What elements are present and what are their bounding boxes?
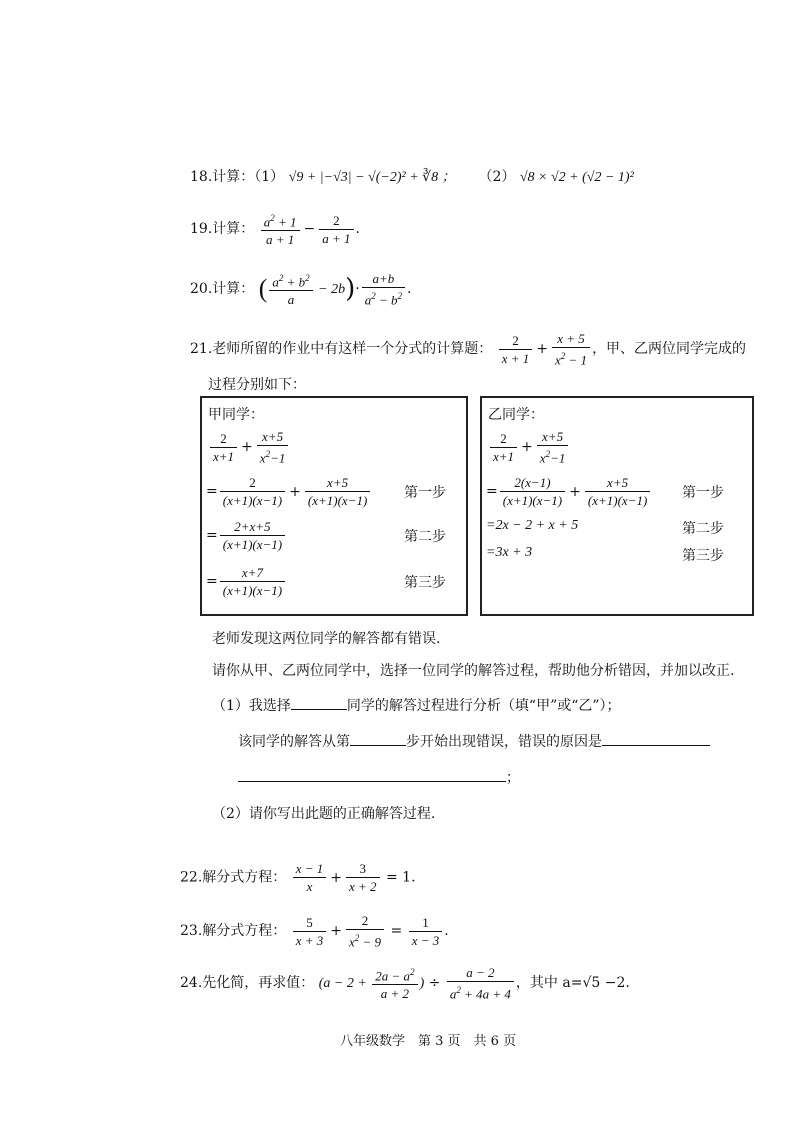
jia-line-2: = $\frac{2+x+5}{(x+1)(x-1)}$ [206,518,287,553]
yi-line-1: = $\frac{2(x-1)}{(x+1)(x-1)}$ + $\frac{x+5}{(x+1)(x-1)}$ [486,474,652,509]
q21-part2: （2）请你写出此题的正确解答过程. [212,806,436,822]
jia-step3: 第三步 [404,575,446,591]
q24-label: 先化简，再求值： [202,975,315,992]
yi-title: 乙同学： [488,407,544,423]
q19-frac1: $\frac{a^2 + 1}{a + 1}$ [261,210,300,248]
step-blank[interactable] [350,745,406,746]
choice-blank[interactable] [291,709,347,710]
q19-frac2: $\frac{2}{a + 1}$ [319,212,353,247]
question-23: 23.解分式方程： $\frac{5}{x + 3}$ + $\frac{2}{x^2 - 9}$ = $\frac{1}{x - 3}$ . [180,913,449,950]
q24-tail: ，其中 a=√5 −2. [515,975,630,992]
q21-frac2: $\frac{x + 5}{x^2 - 1}$ [552,330,590,368]
q21-found: 老师发现这两位同学的解答都有错误. [212,631,441,647]
q19-label: 计算： [212,221,255,238]
reason-blank[interactable] [602,745,710,746]
reason-blank-continued[interactable] [238,781,506,782]
question-20: 20.计算： ( $\frac{a^2 + b^2}{a}$ − 2b)· $\frac{a+b}{a^2 - b^2}$ . [190,271,412,308]
q24-number: 24. [180,975,203,992]
q21-number: 21. [190,341,213,358]
q21-instruction: 请你从甲、乙两位同学中，选择一位同学的解答过程，帮助他分析错因，并加以改正. [212,663,735,679]
question-22: 22.解分式方程： $\frac{x - 1}{x}$ + $\frac{3}{x + 2}$ = 1. [180,861,416,894]
q21-text-a: 老师所留的作业中有这样一个分式的计算题： [212,341,493,358]
jia-line-1: = $\frac{2}{(x+1)(x-1)}$ + $\frac{x+5}{(x+1)(x-1)}$ [206,474,372,509]
q23-number: 23. [180,923,203,940]
jia-step1: 第一步 [404,485,446,501]
yi-line-0: $\frac{2}{x+1}$ + $\frac{x+5}{x^2-1}$ [488,428,570,466]
q18-part1-expr: √9 + |−√3| − √(−2)² + ∛8 ； [288,170,456,185]
q21-p1-c: 该同学的解答从第 [238,734,350,750]
q18-number: 18. [190,169,213,185]
q20-number: 20. [190,281,213,298]
question-21: 21.老师所留的作业中有这样一个分式的计算题： $\frac{2}{x + 1}$ + $\frac{x + 5}{x^2 - 1}$ ，甲、乙两位同学完成的 [190,331,747,368]
q21-part1-line3 [238,767,520,787]
yi-line-2: =2x − 2 + x + 5 [486,518,579,533]
q23-label: 解分式方程： [202,923,287,940]
q18-label: 计算： [212,169,255,185]
jia-line-0: $\frac{2}{x+1}$ + $\frac{x+5}{x^2-1}$ [208,428,290,466]
yi-line-3: =3x + 3 [486,545,533,560]
q18-part2: （2） [478,169,516,185]
yi-step1: 第一步 [682,485,724,501]
q18-part2-expr: √8 × √2 + (√2 − 1)² [519,170,634,185]
question-24: 24.先化简，再求值： (a − 2 + $\frac{2a - a^2}{a + 2}$ ) ÷ $\frac{a - 2}{a^2 + 4a + 4}$ ，其中 a=√5 −2. [180,965,630,1002]
q21-p1-d: 步开始出现错误，错误的原因是 [406,734,602,750]
q22-number: 22. [180,869,203,886]
jia-line-3: = $\frac{x+7}{(x+1)(x-1)}$ [206,564,287,599]
jia-step2: 第二步 [404,529,446,545]
q21-p1-end: ； [506,770,520,786]
q18-part1: （1） [254,169,285,185]
question-18 [190,166,634,186]
jia-title: 甲同学： [208,407,264,423]
page-footer: 八年级数学 第 3 页 共 6 页 [340,1034,517,1049]
question-19: 19.计算： $\frac{a^2 + 1}{a + 1}$ − $\frac{2}{a + 1}$ . [190,210,360,248]
q20-frac1: $\frac{a^2 + b^2}{a}$ [269,270,312,308]
q21-part1-line2 [238,731,710,751]
q21-text-b: ，甲、乙两位同学完成的 [592,341,747,358]
yi-step2: 第二步 [682,521,724,537]
q21-p1-b: 同学的解答过程进行分析（填“甲”或“乙”）； [346,698,621,714]
q19-number: 19. [190,221,213,238]
q20-frac2: $\frac{a+b}{a^2 - b^2}$ [362,270,405,308]
q21-text-c: 过程分别如下： [208,377,306,393]
q21-part1 [212,695,621,715]
q22-label: 解分式方程： [202,869,287,886]
q20-label: 计算： [212,281,255,298]
q21-p1-a: （1）我选择 [212,698,291,714]
q21-frac1: $\frac{2}{x + 1}$ [499,332,533,367]
yi-step3: 第三步 [682,548,724,564]
